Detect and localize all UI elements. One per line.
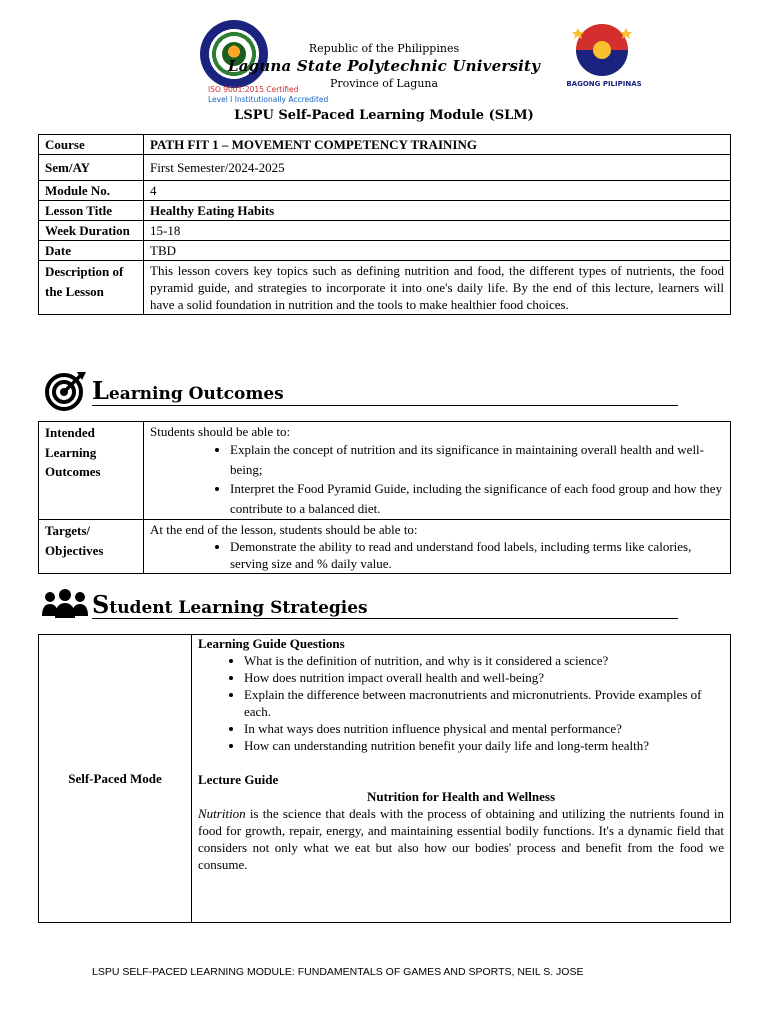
header-republic: Republic of the Philippines [308, 42, 460, 55]
learning-outcomes-title-rest: earning Outcomes [108, 384, 284, 404]
module-label: Module No. [39, 181, 144, 201]
self-paced-mode-label: Self-Paced Mode [39, 635, 192, 923]
header-university: Laguna State Polytechnic University [227, 57, 541, 75]
bagong-pilipinas-label: BAGONG PILIPINAS [566, 80, 642, 88]
list-item: • Demonstrate the ability to read and understand food labels, including terms like calories, serving size and % daily value. [230, 538, 724, 572]
table-row [39, 135, 731, 155]
sem-value: First Semester/2024-2025 [144, 155, 731, 181]
iso-certification: ISO 9001:2015 Certified [208, 85, 299, 94]
course-label: Course [39, 135, 144, 155]
slm-title: LSPU Self-Paced Learning Module (SLM) [234, 108, 534, 123]
lecture-subtitle: Nutrition for Health and Wellness [366, 789, 556, 804]
lesson-title-label: Lesson Title [39, 201, 144, 221]
list-item: • How does nutrition impact overall health and well-being? [244, 669, 724, 686]
page-footer: LSPU SELF-PACED LEARNING MODULE: FUNDAMENTALS OF GAMES AND SPORTS, NEIL S. JOSE [92, 966, 584, 978]
sem-label: Sem/AY [39, 155, 144, 181]
table-row [39, 181, 731, 201]
ilo-content [144, 422, 731, 520]
table-row [39, 201, 731, 221]
table-row [39, 241, 731, 261]
lecture-guide-title: Lecture Guide [198, 772, 279, 787]
table-row [39, 635, 731, 923]
guide-questions-title: Learning Guide Questions [198, 636, 345, 651]
targets-label: Targets/ Objectives [39, 520, 144, 574]
lesson-title-value: Healthy Eating Habits [144, 201, 731, 221]
learning-outcomes-initial: L [92, 376, 109, 405]
guide-questions-list [198, 652, 724, 754]
table-row [39, 221, 731, 241]
table-row [39, 155, 731, 181]
description-label: Description of the Lesson [39, 261, 144, 315]
list-item: • Explain the difference between macronutrients and micronutrients. Provide examples of each. [244, 686, 724, 720]
strategies-content [192, 635, 731, 923]
section-divider [92, 405, 678, 406]
list-item: • In what ways does nutrition influence physical and mental performance? [244, 720, 724, 737]
lecture-text: is the science that deals with the process of obtaining and utilizing the nutrients found in food for growth, repair, energy, and maintaining essential bodily functions. It's a dynamic field that considers not only what we eat but also how our bodies' process and benefit from the food we consume. [198, 806, 724, 872]
ilo-intro: Students should be able to: [150, 424, 291, 439]
ilo-list [150, 440, 724, 518]
course-info-table [38, 134, 731, 315]
section-divider [92, 618, 678, 619]
list-item: • How can understanding nutrition benefit your daily life and long-term health? [244, 737, 724, 754]
target-icon [44, 370, 88, 412]
table-row [39, 520, 731, 574]
strategies-title-rest: tudent Learning Strategies [109, 598, 368, 618]
table-row [39, 261, 731, 315]
group-people-icon [40, 588, 90, 620]
bagong-pilipinas-logo-icon [570, 20, 634, 80]
lecture-paragraph [198, 805, 724, 873]
targets-intro: At the end of the lesson, students should be able to: [150, 522, 418, 537]
table-row [39, 422, 731, 520]
header-province: Province of Laguna [329, 77, 439, 90]
module-value: 4 [144, 181, 731, 201]
date-value: TBD [144, 241, 731, 261]
list-item: • Explain the concept of nutrition and its significance in maintaining overall health and well-being; [230, 440, 724, 479]
strategies-table [38, 634, 731, 923]
learning-outcomes-table [38, 421, 731, 574]
strategies-initial: S [92, 590, 110, 619]
list-item: • Interpret the Food Pyramid Guide, including the significance of each food group and how they contribute to a balanced diet. [230, 479, 724, 518]
list-item: • What is the definition of nutrition, and why is it considered a science? [244, 652, 724, 669]
lecture-term: Nutrition [198, 806, 246, 821]
description-value: This lesson covers key topics such as defining nutrition and food, the different types of nutrients, the food pyramid guide, and strategies to incorporate it into one's daily life. By the end of this lecture, learners will have a solid foundation in nutrition and the tools to make healthier food choices. [144, 261, 731, 315]
targets-content [144, 520, 731, 574]
learning-outcomes-title [92, 376, 284, 405]
targets-list [150, 538, 724, 572]
week-duration-label: Week Duration [39, 221, 144, 241]
strategies-title [92, 590, 368, 619]
course-value: PATH FIT 1 – MOVEMENT COMPETENCY TRAINING [144, 135, 731, 155]
week-duration-value: 15-18 [144, 221, 731, 241]
ilo-label: Intended Learning Outcomes [39, 422, 144, 520]
accreditation-level: Level I Institutionally Accredited [208, 95, 329, 104]
date-label: Date [39, 241, 144, 261]
